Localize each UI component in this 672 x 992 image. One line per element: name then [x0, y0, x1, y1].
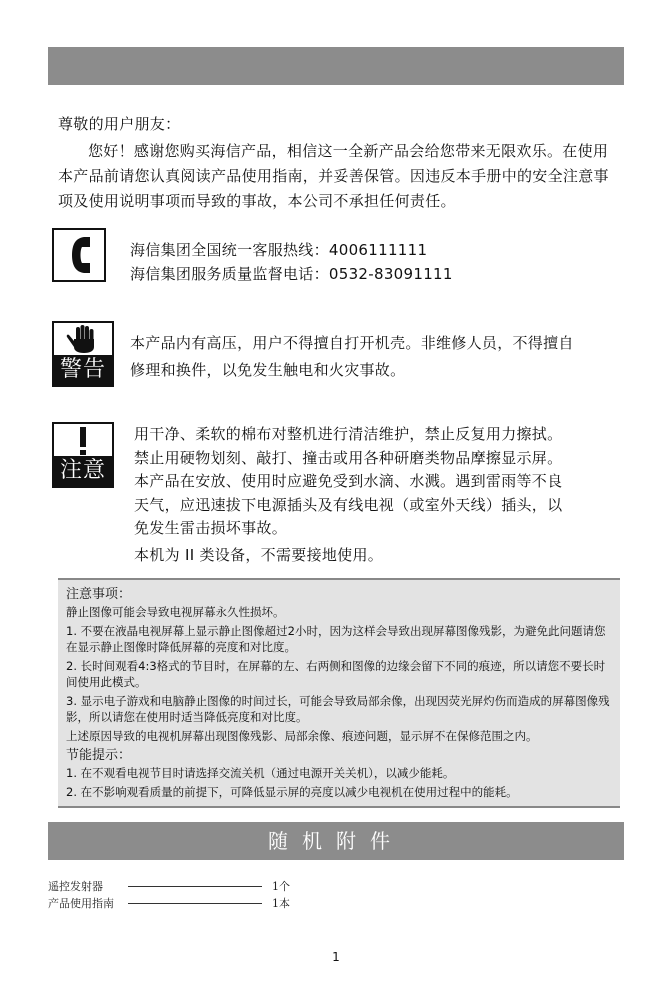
exclamation-icon [54, 424, 112, 458]
accessory-row [48, 895, 290, 912]
leader-line [128, 886, 262, 887]
notes-heading: 注意事项： [66, 587, 132, 602]
warning-line: 本产品内有高压，用户不得擅自打开机壳。非维修人员，不得擅自 [130, 334, 574, 352]
intro-paragraph: 您好！感谢您购买海信产品，相信这一全新产品会给您带来无限欢乐。在使用本产品前请您认真阅读产品使用指南，并妥善保管。因违反本手册中的安全注意事项及使用说明事项而导致的事故，本公司不承担任何责任。 [58, 142, 609, 210]
page-number: 1 [332, 950, 340, 964]
warning-label: 警告 [54, 355, 112, 385]
accessory-qty: 1个 [272, 880, 290, 893]
header-bar [48, 47, 624, 85]
greeting: 尊敬的用户朋友： [58, 115, 181, 133]
notes-item: 2. 长时间观看4:3格式的节目时，在屏幕的左、右两侧和图像的边缘会留下不同的痕迹，所以请您不要长时间使用此模式。 [66, 659, 606, 689]
accessory-row [48, 878, 290, 895]
caution-line: 免发生雷击损坏事故。 [134, 519, 288, 537]
energy-heading: 节能提示： [66, 748, 132, 763]
energy-item: 1. 在不观看电视节目时请选择交流关机（通过电源开关关机），以减少能耗。 [66, 766, 455, 780]
notes-item: 1. 不要在液晶电视屏幕上显示静止图像超过2小时，因为这样会导致出现屏幕图像残影，为避免此问题请您在显示静止图像时降低屏幕的亮度和对比度。 [66, 624, 606, 654]
hotline-supervision: 海信集团服务质量监督电话：0532-83091111 [130, 265, 453, 283]
accessories-title: 随机附件 [48, 822, 624, 860]
energy-item: 2. 在不影响观看质量的前提下，可降低显示屏的亮度以减少电视机在使用过程中的能耗。 [66, 785, 518, 799]
warning-text [130, 330, 622, 384]
accessory-name: 遥控发射器 [48, 880, 103, 893]
caution-line: 禁止用硬物划刻、敲打、撞击或用各种研磨类物品摩擦显示屏。 [134, 448, 563, 467]
caution-label: 注意 [54, 456, 112, 486]
caution-text [134, 423, 622, 541]
accessories-list [48, 878, 290, 912]
warning-box [52, 321, 114, 387]
caution-line: 用干净、柔软的棉布对整机进行清洁维护，禁止反复用力擦拭。 [134, 425, 563, 443]
warning-line: 修理和换件，以免发生触电和火灾事故。 [130, 361, 406, 379]
notes-panel [58, 578, 620, 808]
notes-disclaimer: 上述原因导致的电视机屏幕出现图像残影、局部余像、痕迹问题，显示屏不在保修范围之内。 [66, 729, 538, 743]
notes-lead: 静止图像可能会导致电视屏幕永久性损坏。 [66, 605, 285, 619]
caution-line: 天气，应迅速拔下电源插头及有线电视（或室外天线）插头，以 [134, 495, 563, 514]
notes-item: 3. 显示电子游戏和电脑静止图像的时间过长，可能会导致局部余像，出现因荧光屏灼伤而造成的屏幕图像残影，所以请您在使用时适当降低亮度和对比度。 [66, 694, 610, 724]
leader-line [128, 903, 262, 904]
hand-icon [54, 323, 112, 355]
accessory-name: 产品使用指南 [48, 897, 114, 910]
caution-line: 本产品在安放、使用时应避免受到水滴、水溅。遇到雷雨等不良 [134, 472, 563, 490]
phone-icon [52, 228, 106, 282]
intro-section [58, 112, 622, 214]
caution-box [52, 422, 114, 488]
accessory-qty: 1本 [272, 897, 290, 910]
hotline-block [130, 238, 453, 286]
grounding-note: 本机为 II 类设备，不需要接地使用。 [134, 546, 384, 564]
hotline-national: 海信集团全国统一客服热线：4006111111 [130, 241, 428, 259]
